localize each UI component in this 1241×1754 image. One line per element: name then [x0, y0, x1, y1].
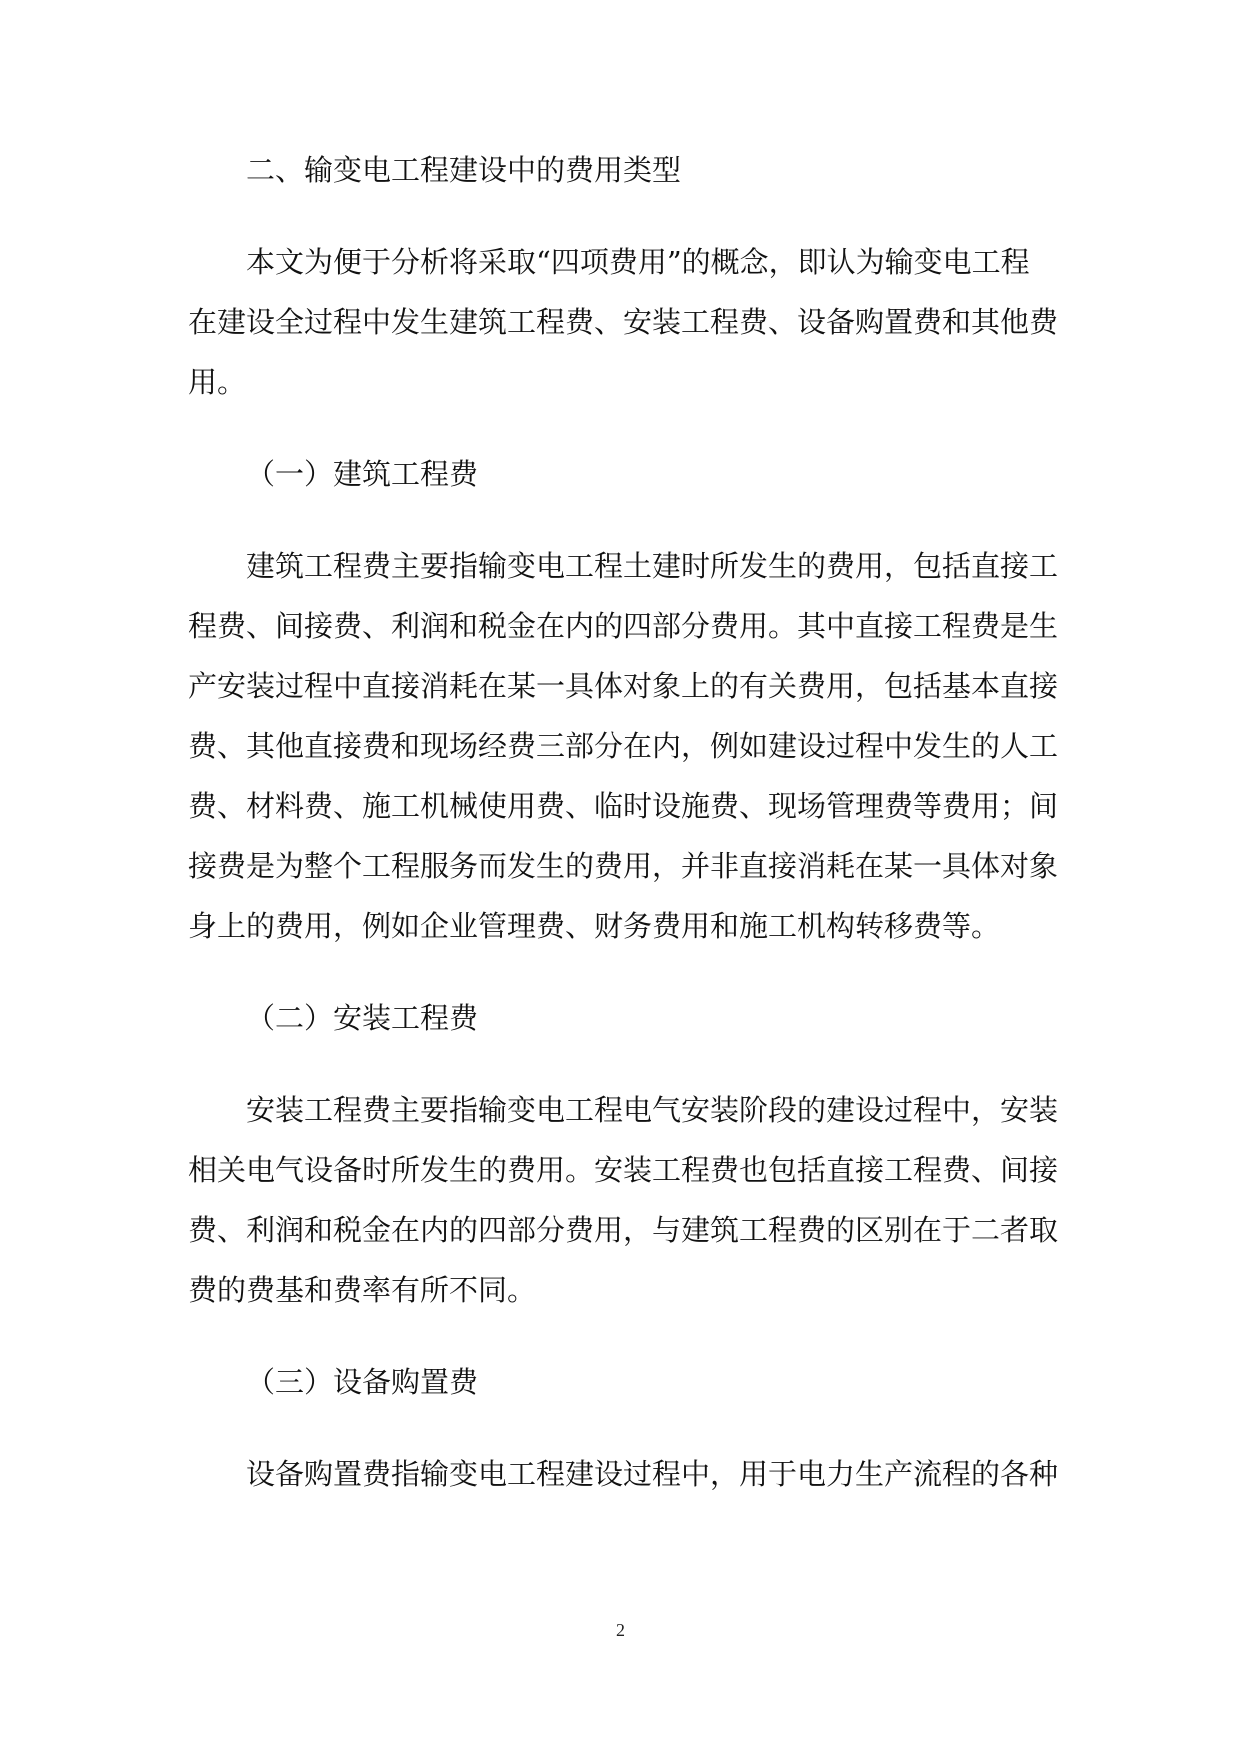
intro-paragraph — [188, 232, 1059, 412]
page-number: 2 — [616, 1620, 625, 1640]
subsection-3-paragraph — [188, 1444, 1059, 1504]
paragraph-line: 身上的费用，例如企业管理费、财务费用和施工机构转移费等。 — [188, 909, 1001, 943]
subsection-title-3: （三）设备购置费 — [246, 1365, 479, 1399]
section-title: 二、输变电工程建设中的费用类型 — [246, 153, 682, 187]
intro-line: 本文为便于分析将采取“四项费用”的概念，即认为输变电工程 — [246, 245, 1030, 279]
subsection-title-2: （二）安装工程费 — [246, 1001, 479, 1035]
paragraph-line: 费的费基和费率有所不同。 — [188, 1273, 537, 1307]
paragraph-line: 程费、间接费、利润和税金在内的四部分费用。其中直接工程费是生 — [188, 609, 1059, 643]
paragraph-line: 费、其他直接费和现场经费三部分在内，例如建设过程中发生的人工 — [188, 729, 1059, 763]
paragraph-line: 接费是为整个工程服务而发生的费用，并非直接消耗在某一具体对象 — [188, 849, 1059, 883]
paragraph-line: 设备购置费指输变电工程建设过程中，用于电力生产流程的各种 — [246, 1457, 1059, 1491]
paragraph-line: 产安装过程中直接消耗在某一具体对象上的有关费用，包括基本直接 — [188, 669, 1059, 703]
paragraph-line: 费、材料费、施工机械使用费、临时设施费、现场管理费等费用；间 — [188, 789, 1059, 823]
paragraph-line: 费、利润和税金在内的四部分费用，与建筑工程费的区别在于二者取 — [188, 1213, 1059, 1247]
document-body — [188, 140, 1059, 1504]
subsection-title-1: （一）建筑工程费 — [246, 457, 479, 491]
paragraph-line: 相关电气设备时所发生的费用。安装工程费也包括直接工程费、间接 — [188, 1153, 1059, 1187]
intro-line: 在建设全过程中发生建筑工程费、安装工程费、设备购置费和其他费 — [188, 305, 1059, 339]
subsection-2-paragraph — [188, 1080, 1059, 1320]
paragraph-line: 安装工程费主要指输变电工程电气安装阶段的建设过程中，安装 — [246, 1093, 1059, 1127]
subsection-1-paragraph — [188, 536, 1059, 956]
intro-line: 用。 — [188, 365, 247, 399]
paragraph-line: 建筑工程费主要指输变电工程土建时所发生的费用，包括直接工 — [246, 549, 1059, 583]
